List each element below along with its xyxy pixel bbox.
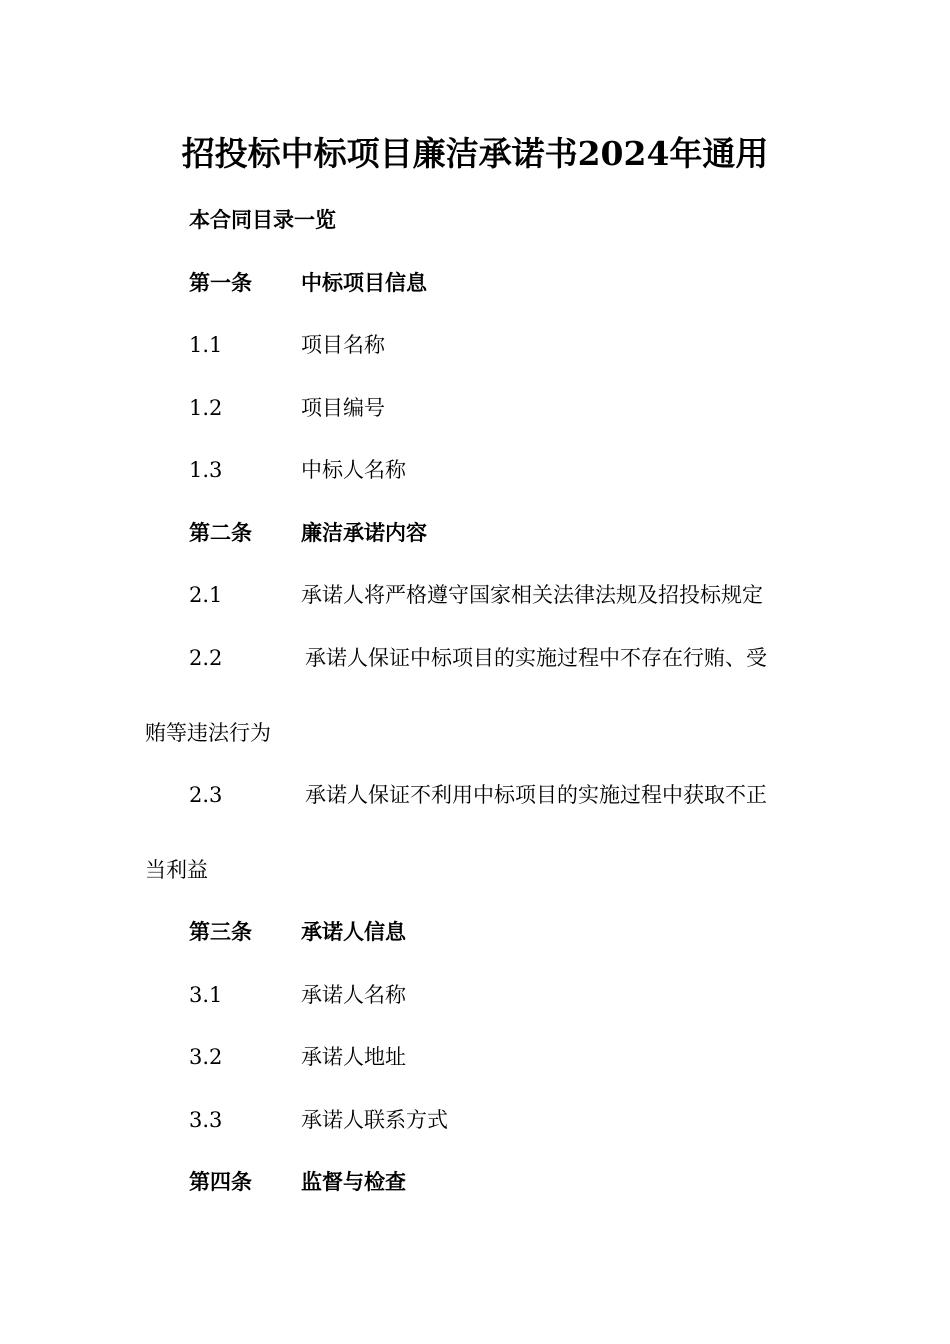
item-number: 2.1 [189, 583, 223, 607]
article-3-heading [189, 918, 406, 946]
item-number: 3.1 [189, 983, 223, 1007]
item-number: 3.2 [189, 1045, 223, 1069]
toc-item-1-1 [189, 331, 385, 359]
article-4-heading [189, 1168, 406, 1196]
item-text: 中标人名称 [301, 458, 406, 482]
article-title: 廉洁承诺内容 [301, 520, 427, 545]
toc-item-1-2 [189, 394, 385, 422]
toc-item-2-3-continuation: 当利益 [145, 858, 208, 882]
toc-item-2-3 [189, 781, 767, 809]
toc-item-2-1 [189, 581, 763, 609]
item-text: 承诺人名称 [301, 983, 406, 1007]
article-title: 中标项目信息 [301, 270, 427, 295]
article-title: 监督与检查 [301, 1169, 406, 1194]
item-number: 1.1 [189, 333, 223, 357]
article-2-heading [189, 519, 427, 547]
item-number: 2.2 [189, 646, 223, 670]
toc-item-3-1 [189, 981, 406, 1009]
article-label: 第一条 [189, 270, 252, 295]
article-label: 第二条 [189, 520, 252, 545]
article-title: 承诺人信息 [301, 919, 406, 944]
toc-item-2-2 [189, 644, 767, 672]
item-text: 承诺人联系方式 [301, 1108, 448, 1132]
document-title: 招投标中标项目廉洁承诺书2024年通用 [181, 134, 769, 173]
item-text: 承诺人保证不利用中标项目的实施过程中获取不正 [305, 783, 767, 807]
article-label: 第四条 [189, 1169, 252, 1194]
toc-item-1-3 [189, 456, 406, 484]
toc-item-2-2-continuation: 贿等违法行为 [145, 721, 271, 745]
toc-item-3-3 [189, 1106, 448, 1134]
toc-item-3-2 [189, 1043, 406, 1071]
item-number: 1.3 [189, 458, 223, 482]
toc-heading: 本合同目录一览 [189, 207, 336, 232]
item-number: 1.2 [189, 396, 223, 420]
article-1-heading [189, 269, 427, 297]
item-text: 承诺人保证中标项目的实施过程中不存在行贿、受 [305, 646, 767, 670]
article-label: 第三条 [189, 919, 252, 944]
item-text: 承诺人地址 [301, 1045, 406, 1069]
item-text: 承诺人将严格遵守国家相关法律法规及招投标规定 [301, 583, 763, 607]
item-text: 项目编号 [301, 396, 385, 420]
item-number: 3.3 [189, 1108, 223, 1132]
item-text: 项目名称 [301, 333, 385, 357]
item-number: 2.3 [189, 783, 223, 807]
